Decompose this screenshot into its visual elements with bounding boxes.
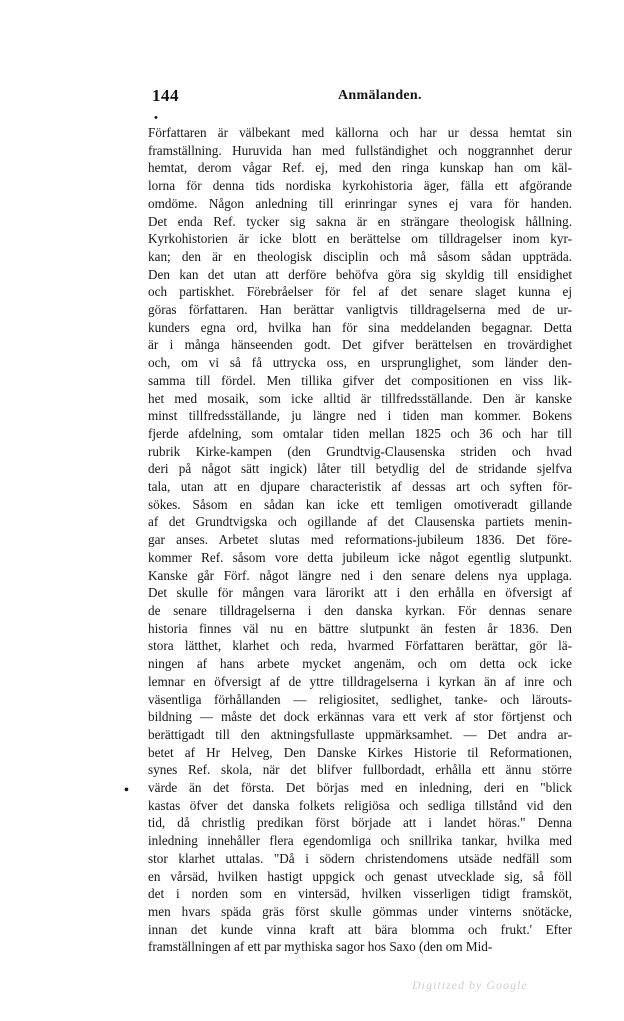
text-line: göras författaren. Han berättar vanligtvis tilldragelserna med de ur- — [148, 302, 572, 318]
text-line: deri på något sätt ingick) låter till betydlig del de stridande sjelfva — [148, 461, 572, 477]
text-line: och, om vi så få uttrycka oss, en ursprunglighet, som länder den- — [148, 355, 572, 371]
text-line: historia finnes väl nu en bättre slutpunkt än festen år 1836. Den — [148, 620, 572, 636]
text-line: Den kan det utan att derföre behöfva göra sig skyldig till ensidighet — [148, 266, 572, 282]
text-line: Kyrkohistorien är icke blott en berättelse om tilldragelser inom kyr- — [148, 231, 572, 247]
text-line: minst tillfredsställande, ju längre ned i tiden man kommer. Bokens — [148, 408, 572, 424]
text-line: stor klarhet uttalas. "Då i södern christendomens utsäde nedfäll som — [148, 850, 572, 866]
text-line: kan; den är en theologisk disciplin och må såsom sådan uppträda. — [148, 248, 572, 264]
text-line: kastas öfver det danska folkets religiösa och sedliga tillstånd vid den — [148, 797, 572, 813]
text-line: Det enda Ref. tycker sig sakna är en strängare theologisk hållning. — [148, 213, 572, 229]
text-line: en vårsäd, hvilken hastigt uppgick och genast utvecklade sig, så föll — [148, 868, 572, 884]
text-line: bildning — måste det dock erkännas vara ett verk af stor förtjenst och — [148, 709, 572, 725]
text-line: innan det kunde vinna kraft att bära blomma och frukt.' Efter — [148, 921, 572, 937]
page-header — [152, 86, 422, 112]
text-line: inledning innehåller flera egendomliga och snillrika tankar, hvilka med — [148, 833, 572, 849]
text-line: de senare tilldragelserna i den danska kyrkan. För dennas senare — [148, 602, 572, 618]
text-line: Det skulle för mången vara lärorikt att i den erhålla en öfversigt af — [148, 585, 572, 601]
text-line: ningen af hans arbete mycket angenäm, och om detta ock icke — [148, 656, 572, 672]
text-line: väsentliga förhållanden — religiositet, sedlighet, tanke- och lärouts- — [148, 691, 572, 707]
text-line: hemtat, derom vågar Ref. ej, med den ringa kunskap han om käl- — [148, 160, 572, 176]
text-line: kommer Ref. såsom vore detta jubileum icke något egentlig slutpunkt. — [148, 549, 572, 565]
text-line: men hvars späda gräs först skulle gömmas under vinterns snötäcke, — [148, 903, 572, 919]
text-line: tid, då christlig predikan först började att i landet höras." Denna — [148, 815, 572, 831]
text-line: het med mosaik, som icke alltid är tillfredsställande. Den är kanske — [148, 390, 572, 406]
text-line: är i många hänseenden godt. Det gifver berättelsen en trovärdighet — [148, 337, 572, 353]
text-line: framställning. Huruvida han med fullständighet och noggrannhet derur — [148, 142, 572, 158]
text-line: lemnar en öfversigt af de yttre tilldragelserna i kyrkan än af inre och — [148, 673, 572, 689]
text-line: stora lätthet, klarhet och reda, hvarmed Författaren berättar, gör lä- — [148, 638, 572, 654]
text-line: betet af Hr Helveg, Den Danske Kirkes Historie til Reformationen, — [148, 744, 572, 760]
text-line: af det Grundtvigska och ogillande af det Clausenska partiets menin- — [148, 514, 572, 530]
text-line: tala, utan att en djupare characteristik af dessas art och syften för- — [148, 479, 572, 495]
scan-watermark: Digitized by Google — [412, 978, 528, 992]
text-line: omdöme. Någon anledning till erinringar synes ej vara för handen. — [148, 195, 572, 211]
text-line: synes Ref. skola, när det blifver fullbordadt, erhålla ett ännu större — [148, 762, 572, 778]
running-title: Anmälanden. — [338, 88, 422, 103]
text-line: fjerde afdelning, som omtalar tiden mellan 1825 och 36 och har till — [148, 425, 572, 441]
text-line: gar anses. Arbetet slutas med reformations-jubileum 1836. Det före- — [148, 532, 572, 548]
text-line: Författaren är välbekant med källorna och har ur dessa hemtat sin — [148, 125, 572, 140]
text-line: berättigadt till den aktningsfullaste uppmärksamhet. — Det andra ar- — [148, 726, 572, 742]
text-line: kunders egna ord, hvilka han för sina meddelanden begagnar. Detta — [148, 319, 572, 335]
page-number: 144 — [152, 86, 179, 105]
text-line: och partiskhet. Förebråelser för fel af det senare slaget kunna ej — [148, 284, 572, 300]
text-line: värde än det första. Det börjas med en inledning, deri en "blick — [148, 780, 572, 796]
text-line: sökes. Såsom en sådan kan icke ett temligen omotiveradt gillande — [148, 496, 572, 512]
margin-dot-mark: • — [124, 783, 129, 798]
text-line: Kanske går Förf. något längre ned i den senare delens nya upplaga. — [148, 567, 572, 583]
text-line: lorna för denna tids nordiska kyrkohistoria äger, fälla ett afgörande — [148, 178, 572, 194]
body-text — [148, 124, 572, 956]
text-line: rubrik Kirke-kampen (den Grundtvig-Clausenska striden och hvad — [148, 443, 572, 459]
top-dot-mark: • — [154, 112, 158, 124]
text-line: framställningen af ett par mythiska sagor hos Saxo (den om Mid- — [148, 939, 493, 955]
text-line: samma till fördel. Men tillika gifver det compositionen en viss lik- — [148, 372, 572, 388]
text-line: det i norden som en vintersäd, hvilken visserligen tidigt framsköt, — [148, 886, 572, 902]
